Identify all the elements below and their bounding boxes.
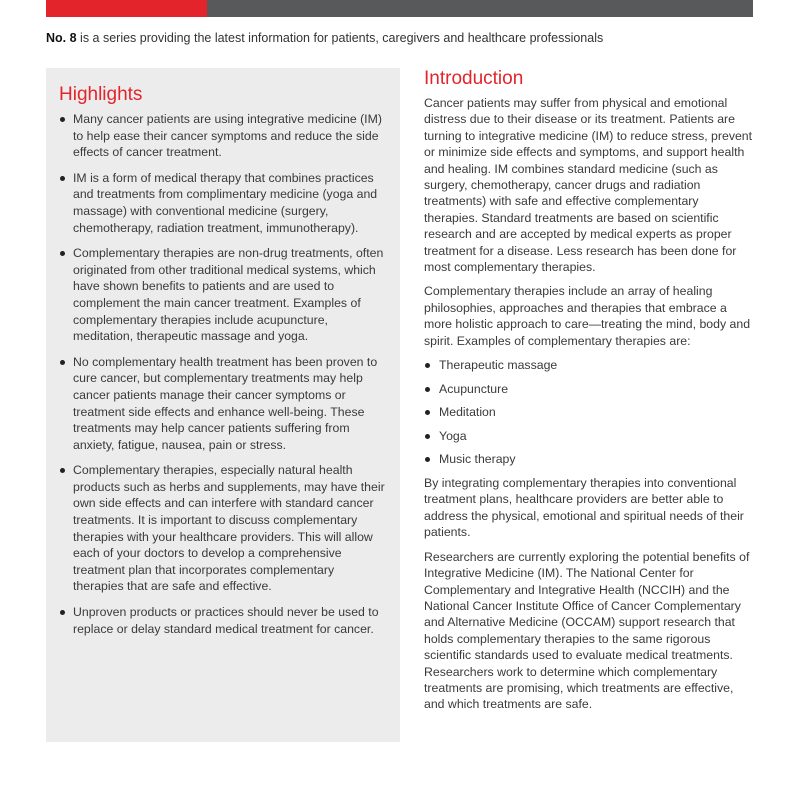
highlights-item: Unproven products or practices should never be used to replace or delay standard medical treatment for cancer. xyxy=(59,604,386,637)
highlights-list xyxy=(59,111,386,637)
therapy-item: Meditation xyxy=(424,404,754,421)
highlights-item: No complementary health treatment has been proven to cure cancer, but complementary treatments may help cancer patients manage their cancer symptoms or treatment side effects and enhance well-being. These treatments may help cancer patients suffering from anxiety, fatigue, nausea, pain or stress. xyxy=(59,354,386,454)
highlights-title: Highlights xyxy=(59,84,143,105)
series-number: No. 8 xyxy=(46,31,77,45)
therapy-item: Music therapy xyxy=(424,451,754,468)
introduction-title: Introduction xyxy=(424,68,524,89)
highlights-item: Many cancer patients are using integrative medicine (IM) to help ease their cancer symptoms and reduce the side effects of cancer treatment. xyxy=(59,111,386,161)
header-bar-red xyxy=(46,0,207,17)
series-line xyxy=(46,31,766,45)
therapy-item: Yoga xyxy=(424,428,754,445)
therapies-list xyxy=(424,357,754,468)
highlights-item: Complementary therapies are non-drug treatments, often originated from other traditional medical systems, which have shown benefits to patients and are used to complement the main cancer treatment. Examples of complementary therapies include acupuncture, meditation, therapeutic massage and yoga. xyxy=(59,245,386,345)
series-description: is a series providing the latest information for patients, caregivers and healthcare professionals xyxy=(76,31,604,45)
introduction-paragraph: Cancer patients may suffer from physical and emotional distress due to their disease or its treatment. Patients are turning to integrative medicine (IM) to reduce stress, prevent or minimize side effects and symptoms, and support health and healing. IM combines standard medicine (such as surgery, chemotherapy, cancer drugs and radiation treatments) with safe and effective complementary therapies. Standard treatments are based on scientific research and are accepted by medical experts as proper treatment for a disease. Less research has been done for most complementary therapies. xyxy=(424,96,753,275)
therapy-item: Acupuncture xyxy=(424,381,754,398)
highlights-item: IM is a form of medical therapy that combines practices and treatments from complimentary medicine (yoga and massage) with conventional medicine (surgery, chemotherapy, radiation treatment, immunotherapy). xyxy=(59,170,386,236)
highlights-panel xyxy=(46,68,400,742)
introduction-paragraph: Researchers are currently exploring the potential benefits of Integrative Medicine (IM). The National Center for Complementary and Integrative Health (NCCIH) and the National Cancer Institute Office of Cancer Complementary and Alternative Medicine (OCCAM) support research that holds complementary therapies to the same rigorous scientific standards used to evaluate medical treatments. Researchers work to determine which complementary treatments are promising, which treatments are effective, and which treatments are safe. xyxy=(424,549,750,712)
header-bar-gray xyxy=(207,0,753,17)
therapy-item: Therapeutic massage xyxy=(424,357,754,374)
introduction-section xyxy=(424,68,754,721)
introduction-paragraph: Complementary therapies include an array of healing philosophies, approaches and therapies that embrace a more holistic approach to care—treating the mind, body and spirit. Examples of complementary therapies are: xyxy=(424,284,751,348)
introduction-paragraph: By integrating complementary therapies into conventional treatment plans, healthcare providers are better able to address the physical, emotional and spiritual needs of their patients. xyxy=(424,476,744,540)
highlights-item: Complementary therapies, especially natural health products such as herbs and supplements, may have their own side effects and can interfere with standard cancer treatments. It is important to discuss complementary therapies with your healthcare providers. This will allow each of your doctors to develop a comprehensive treatment plan that incorporates complementary therapies that are safe and effective. xyxy=(59,462,386,595)
